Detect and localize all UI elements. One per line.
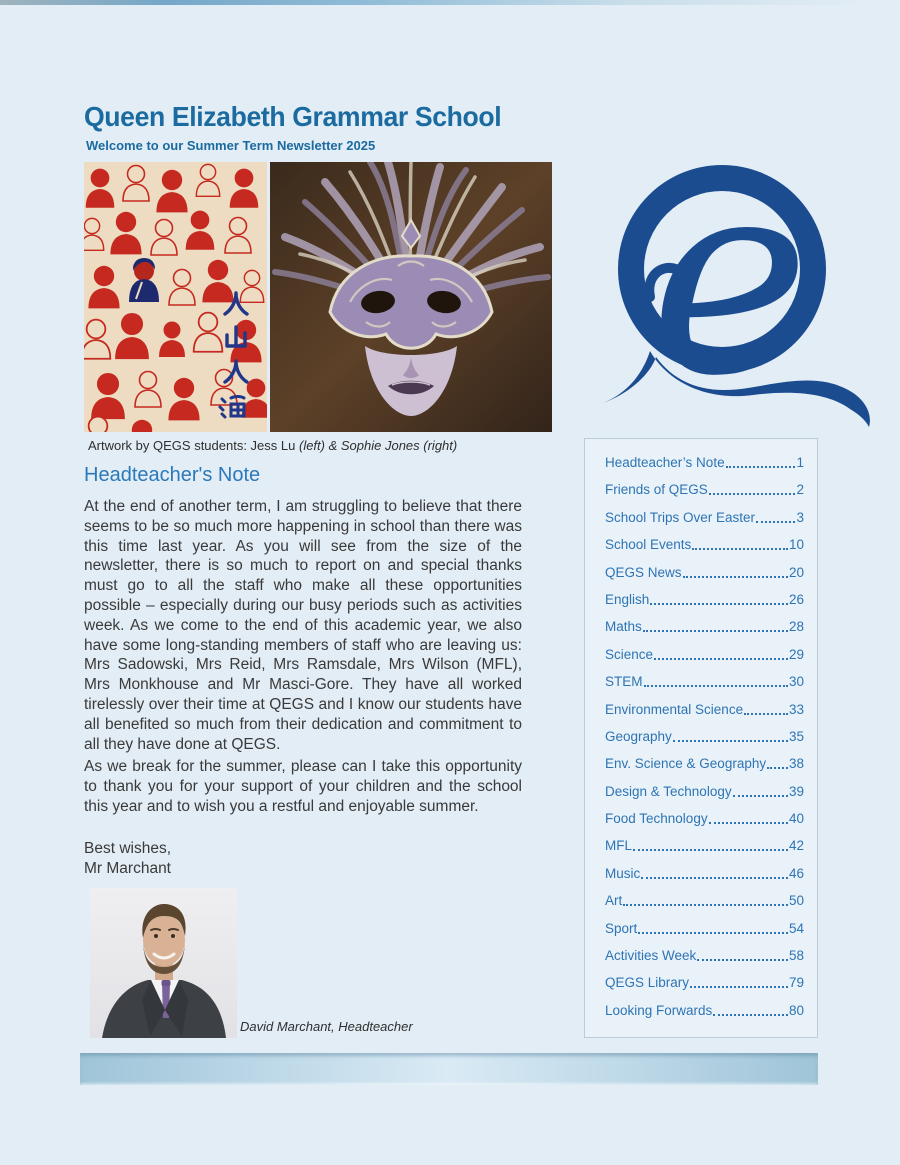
toc-entry-label: Design & Technology — [605, 783, 732, 799]
toc-entry-page-number: 10 — [788, 537, 804, 553]
toc-dot-leader — [690, 976, 788, 988]
toc-entry — [605, 675, 804, 689]
toc-entry-page-number: 80 — [788, 1002, 804, 1018]
toc-entry — [605, 456, 804, 470]
page-title: Queen Elizabeth Grammar School — [84, 101, 502, 132]
closing-line-2: Mr Marchant — [84, 859, 171, 877]
toc-dot-leader — [650, 593, 788, 605]
toc-entry-label: Art — [605, 893, 623, 909]
toc-entry-page-number: 42 — [788, 838, 804, 854]
toc-entry-page-number: 46 — [788, 865, 804, 881]
toc-entry — [605, 922, 804, 936]
portrait-illustration — [90, 888, 237, 1038]
mask-painting — [270, 162, 552, 432]
toc-dot-leader — [709, 483, 796, 495]
headteacher-note-heading: Headteacher's Note — [84, 464, 261, 486]
toc-entry-label: STEM — [605, 674, 643, 690]
closing-line-1: Best wishes, — [84, 840, 172, 857]
toc-entry-label: QEGS Library — [605, 975, 690, 991]
top-gradient-bar — [0, 0, 900, 5]
toc-entry — [605, 1004, 804, 1018]
toc-dot-leader — [643, 620, 788, 632]
toc-entry-page-number: 30 — [788, 674, 804, 690]
toc-entry-page-number: 3 — [796, 509, 804, 525]
toc-dot-leader — [683, 566, 788, 578]
toc-entry-page-number: 35 — [788, 728, 804, 744]
toc-dot-leader — [733, 785, 788, 797]
toc-entry-page-number: 29 — [788, 646, 804, 662]
artwork-right-mask-image — [270, 162, 552, 432]
toc-entry — [605, 949, 804, 963]
toc-dot-leader — [756, 511, 795, 523]
toc-entry-label: Env. Science & Geography — [605, 756, 767, 772]
toc-dot-leader — [726, 456, 796, 468]
toc-entry-label: Music — [605, 865, 641, 881]
toc-entry — [605, 511, 804, 525]
toc-entry — [605, 648, 804, 662]
toc-dot-leader — [692, 538, 788, 550]
toc-entry-label: English — [605, 591, 650, 607]
toc-entry-page-number: 28 — [788, 619, 804, 635]
headteacher-note-paragraph-2: As we break for the summer, please can I take this opportunity to thank you for your support of your children and the school this year and to wish you a restful and enjoyable summer. — [84, 758, 522, 815]
toc-entry-label: Friends of QEGS — [605, 482, 708, 498]
toc-entry — [605, 483, 804, 497]
toc-entry-label: Science — [605, 646, 654, 662]
toc-dot-leader — [638, 922, 788, 934]
q-logo-icon — [588, 163, 883, 431]
toc-dot-leader — [697, 949, 788, 961]
table-of-contents — [584, 438, 818, 1038]
toc-entry-page-number: 79 — [788, 975, 804, 991]
toc-dot-leader — [744, 703, 788, 715]
toc-dot-leader — [713, 1004, 788, 1016]
toc-dot-leader — [633, 839, 788, 851]
toc-dot-leader — [709, 812, 788, 824]
toc-entry-label: Looking Forwards — [605, 1002, 713, 1018]
toc-entry — [605, 703, 804, 717]
toc-dot-leader — [641, 867, 788, 879]
toc-entry-page-number: 1 — [796, 455, 804, 470]
artwork-caption-italic: (left) & Sophie Jones (right) — [298, 438, 458, 453]
toc-entry-label: Food Technology — [605, 811, 708, 827]
toc-entry — [605, 757, 804, 771]
artwork-caption — [88, 438, 558, 453]
toc-entry-page-number: 33 — [788, 701, 804, 717]
toc-entry — [605, 593, 804, 607]
crowd-illustration — [84, 162, 267, 432]
toc-entry-label: School Events — [605, 537, 692, 553]
toc-entry — [605, 566, 804, 580]
toc-entry-page-number: 58 — [788, 948, 804, 964]
toc-entry — [605, 812, 804, 826]
headteacher-note-paragraph-1: At the end of another term, I am struggling to believe that there seems to be so much more happening in school than there was this time last year. As you will see from the size of the newsletter, there is so much to report on and special thanks must go to all the staff who make all these opportunities possible – especially during our busy periods such as activities week. As we come to the end of this academic year, we also have some long-standing members of staff who are leaving us: Mrs Sadowski, Mrs Reid, Mrs Ramsdale, Mrs Wilson (MFL), Mrs Monkhouse and Mr Masci-Gore. They have all worked tirelessly over their time at QEGS and I know our students have all benefited so much from their dedication and commitment to all they have done at QEGS. — [84, 498, 522, 753]
toc-entry — [605, 538, 804, 552]
toc-list — [605, 456, 804, 1018]
toc-entry-page-number: 26 — [788, 591, 804, 607]
toc-entry-label: Maths — [605, 619, 642, 635]
toc-entry-label: MFL — [605, 838, 632, 854]
bottom-gradient-bar — [80, 1053, 818, 1085]
toc-entry — [605, 785, 804, 799]
toc-entry-label: Environmental Science — [605, 701, 744, 717]
toc-entry-page-number: 39 — [788, 783, 804, 799]
toc-entry-page-number: 2 — [796, 482, 804, 498]
svg-text:e: e — [650, 163, 810, 431]
closing-signature — [84, 839, 384, 879]
toc-entry — [605, 894, 804, 908]
toc-entry — [605, 867, 804, 881]
artwork-left-crowd-image — [84, 162, 267, 432]
toc-dot-leader — [623, 894, 788, 906]
toc-entry — [605, 976, 804, 990]
toc-dot-leader — [644, 675, 788, 687]
toc-entry-page-number: 54 — [788, 920, 804, 936]
toc-entry — [605, 839, 804, 853]
artwork-caption-names: Artwork by QEGS students: Jess Lu — [88, 438, 299, 453]
toc-entry-label: Activities Week — [605, 948, 697, 964]
qegs-q-logo — [588, 163, 883, 431]
toc-entry-label: Headteacher’s Note — [605, 455, 725, 470]
toc-entry-label: Sport — [605, 920, 638, 936]
toc-entry-page-number: 50 — [788, 893, 804, 909]
toc-entry-label: QEGS News — [605, 564, 682, 580]
toc-entry-label: Geography — [605, 728, 672, 744]
toc-dot-leader — [673, 730, 788, 742]
toc-entry — [605, 620, 804, 634]
toc-dot-leader — [767, 757, 788, 769]
toc-entry — [605, 730, 804, 744]
photo-caption: David Marchant, Headteacher — [240, 1019, 413, 1034]
toc-entry-label: School Trips Over Easter — [605, 509, 756, 525]
page-subtitle: Welcome to our Summer Term Newsletter 2025 — [86, 138, 376, 153]
toc-entry-page-number: 40 — [788, 811, 804, 827]
toc-entry-page-number: 38 — [788, 756, 804, 772]
toc-entry-page-number: 20 — [788, 564, 804, 580]
toc-dot-leader — [654, 648, 788, 660]
headteacher-photo — [90, 888, 237, 1038]
